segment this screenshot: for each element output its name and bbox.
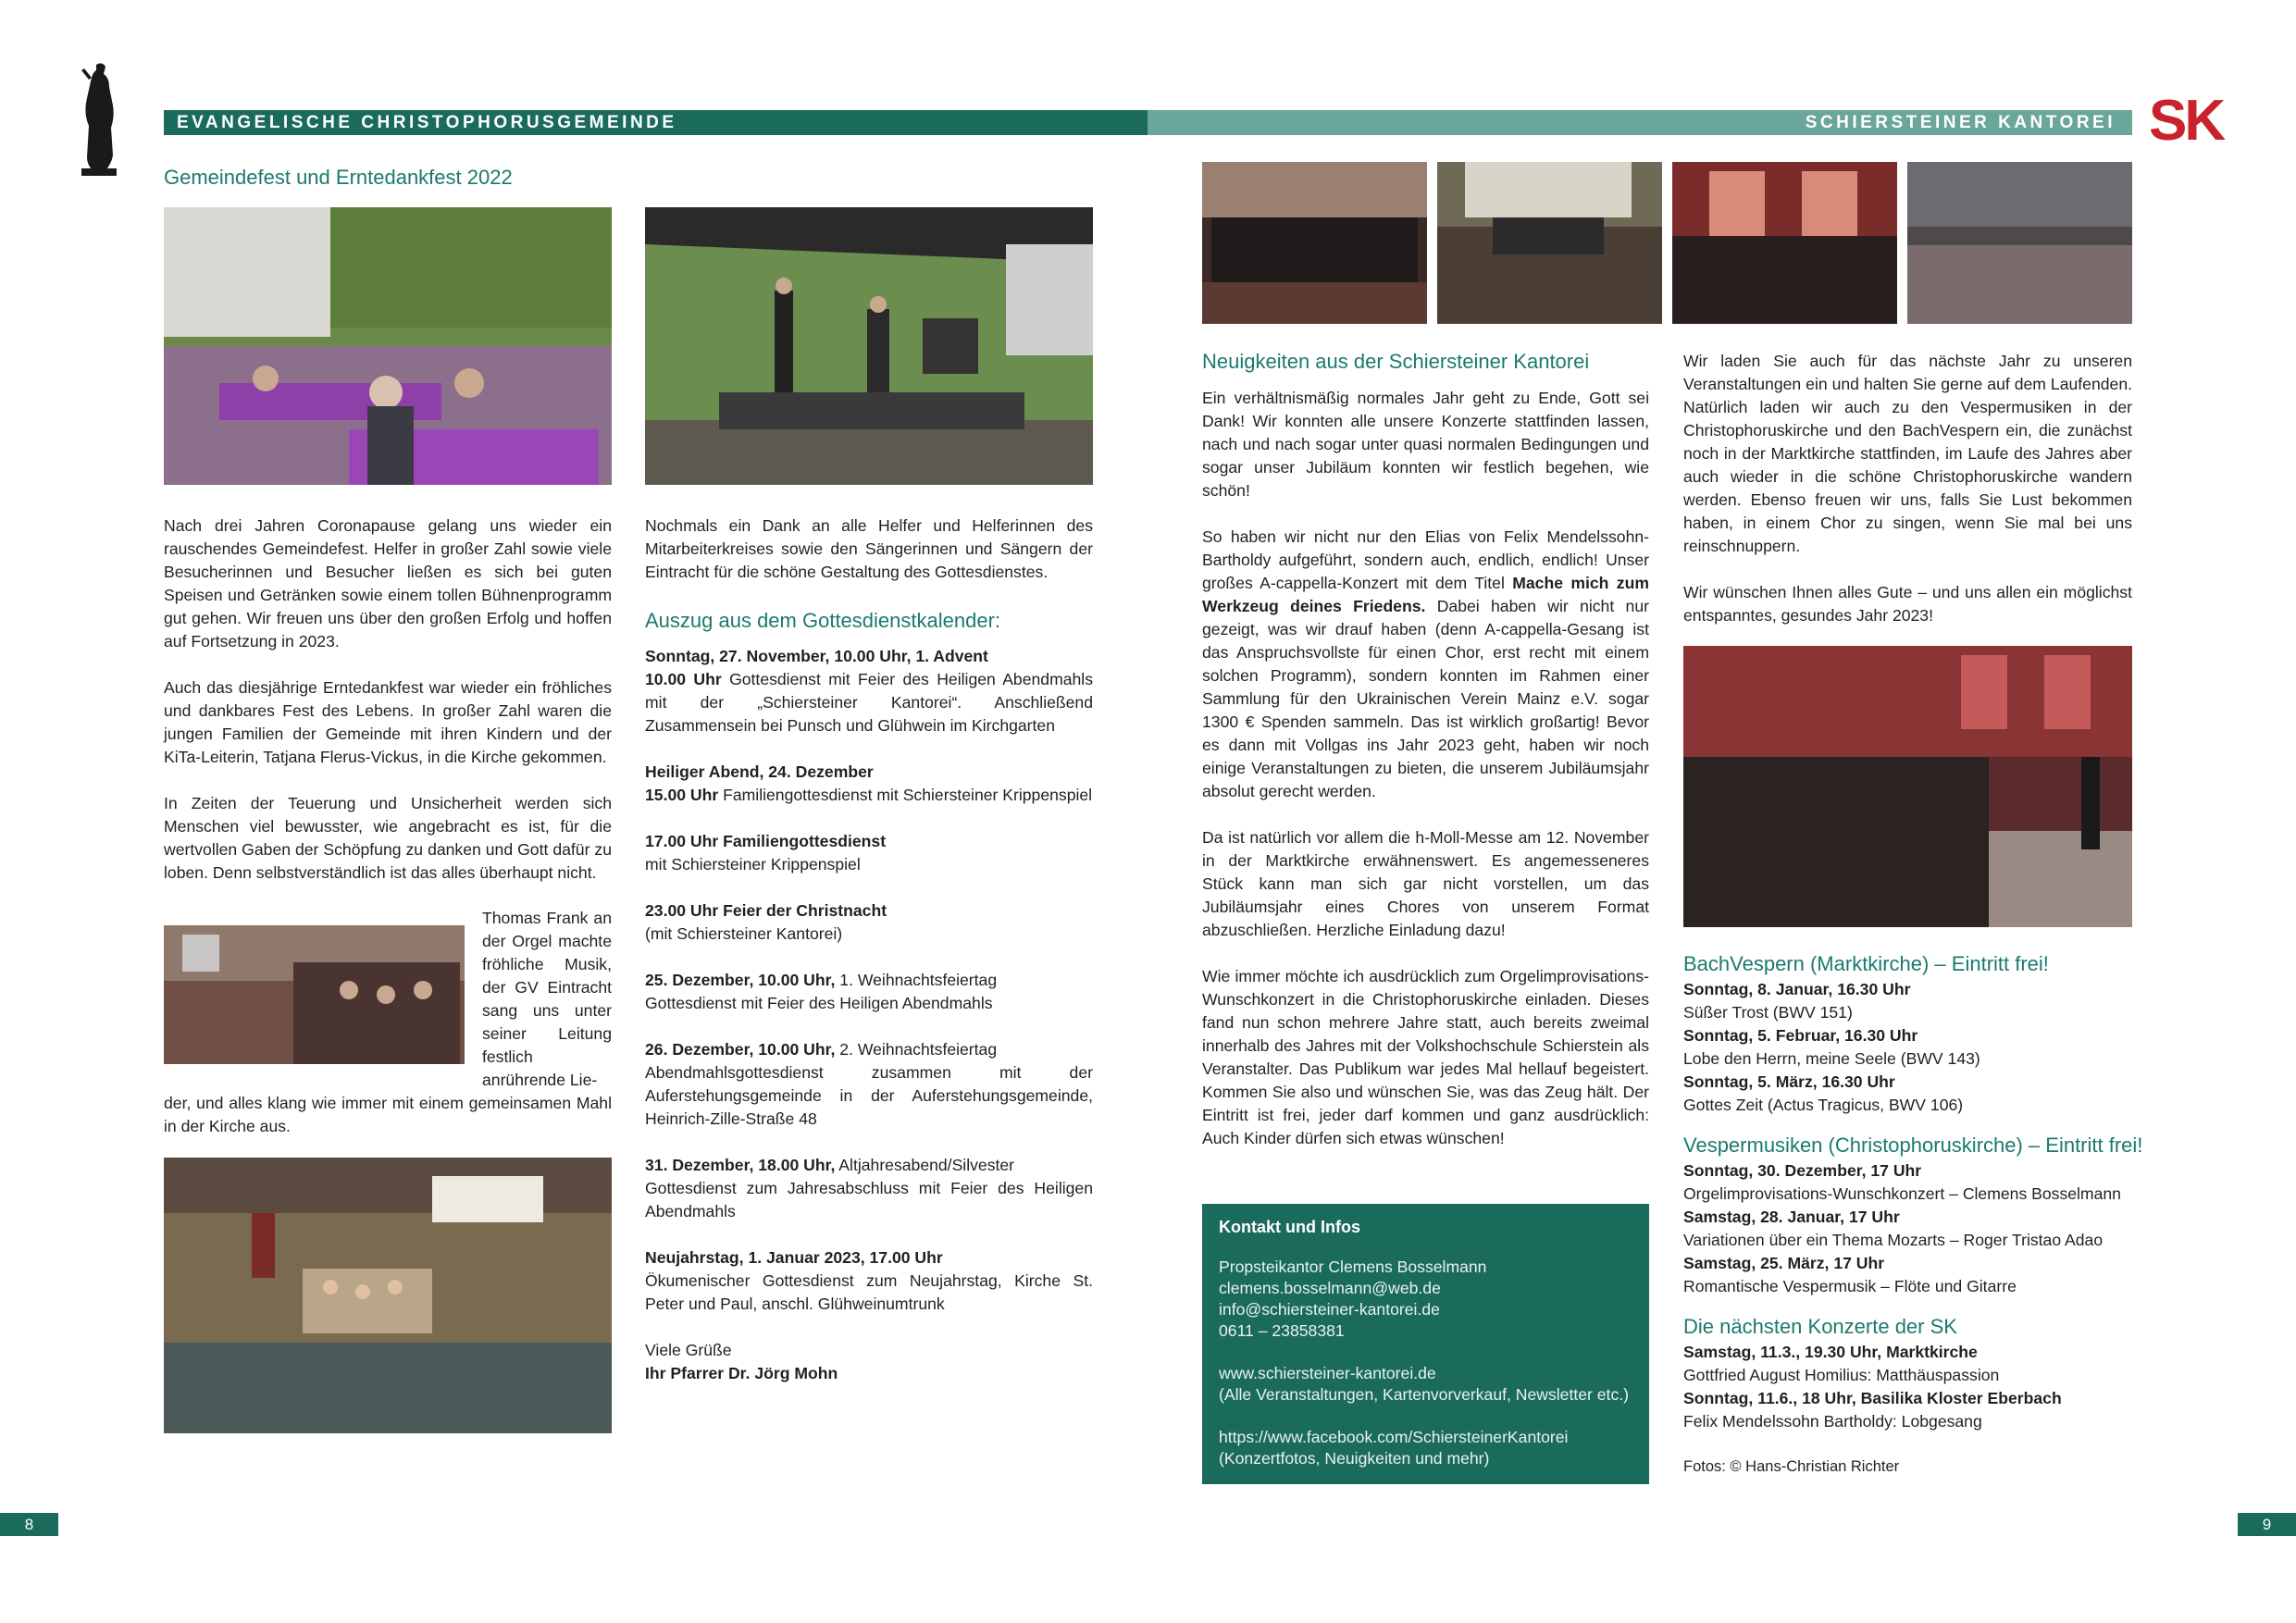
concert-section-heading: Die nächsten Konzerte der SK <box>1683 1315 1957 1338</box>
calendar-entry-date: 23.00 Uhr Feier der Christnacht <box>645 901 887 920</box>
calendar-entry-heading <box>645 1038 1093 1061</box>
calendar-entry-text: Gottesdienst mit Feier des Heiligen Abendmahls mit der „Schiersteiner Kantorei“. Anschließend Zusammensein bei Punsch und Glühwein im Kirchgarten <box>645 670 1093 735</box>
col2-heading: Auszug aus dem Gottesdienstkalender: <box>645 609 1001 632</box>
photo-band-stage <box>645 207 1093 485</box>
col3-paragraph: Wie immer möchte ich ausdrücklich zum Orgelimprovisations-Wunschkonzert in die Christophoruskirche einladen. Dieses fand nun schon mehrere Jahre statt, auch bereits zweimal innerhalb des Jahres mit der Volkshochschule Schierstein als Veranstalter. Das Publikum war jedes Mal hellauf begeistert. Kommen Sie also und wünschen Sie, was das Zeug hält. Der Eintritt ist frei, jeder darf kommen und ganz ausdrücklich: Auch Kinder dürfen sich etwas wünschen! <box>1202 967 1649 1147</box>
calendar-entry-detail <box>645 784 1093 807</box>
signature: Ihr Pfarrer Dr. Jörg Mohn <box>645 1364 838 1382</box>
photo-organ-church <box>164 925 465 1064</box>
concert-date: Sonntag, 8. Januar, 16.30 Uhr <box>1683 980 1911 998</box>
calendar-entry-heading <box>645 830 1093 853</box>
sk-logo-text: SK <box>2149 89 2224 153</box>
calendar-entry <box>645 899 1093 946</box>
col1-side-text: Thomas Frank an der Orgel machte fröhliche Musik, der GV Eintracht sang uns unter seiner Leitung festlich anrührende Lie- <box>482 909 612 1089</box>
calendar-entry <box>645 1038 1093 1131</box>
contact-group <box>1219 1427 1638 1469</box>
calendar-entry-date: Sonntag, 27. November, 10.00 Uhr, 1. Advent <box>645 647 988 665</box>
calendar-entry-detail <box>645 1177 1093 1223</box>
right-header-bar <box>1148 110 2132 135</box>
concert-date: Sonntag, 11.6., 18 Uhr, Basilika Kloster Eberbach <box>1683 1389 2062 1407</box>
col3-text <box>1202 348 1649 1173</box>
col3-paragraph-part: Dabei haben wir nicht nur gezeigt, was wir drauf haben (denn A-cappella-Gesang ist das Anspruchsvollste für einen Chor, erst recht mit einem solchen Programm), sondern konnten im Rahmen einer Sammlung für den Ukrainischen Verein Mainz e.V. sogar 1300 € Spenden sammeln. Das ist wirklich großartig! Bevor es dann mit Vollgas ins Jahr 2023 geht, haben wir noch einige Veranstaltungen zu bieten, die unserem Jubiläumsjahr absolut gerecht werden. <box>1202 597 1649 800</box>
col4-text <box>1683 350 2132 627</box>
col1-paragraph: Auch das diesjährige Erntedankfest war wieder ein fröhliches und dankbares Fest des Lebens. In großer Zahl waren die jungen Familien der Gemeinde mit ihren Kindern und der KiTa-Leiterin, Tatjana Flerus-Vickus, in die Kirche gekommen. <box>164 678 612 766</box>
col4-paragraph: Wir wünschen Ihnen alles Gute – und uns allen ein möglichst entspanntes, gesundes Jahr 2023! <box>1683 583 2132 625</box>
calendar-entry-heading <box>645 899 1093 923</box>
calendar-entry-occasion: 1. Weihnachtsfeiertag <box>835 971 998 989</box>
concert-description: Orgelimprovisations-Wunschkonzert – Clemens Bosselmann <box>1683 1184 2121 1203</box>
col2-paragraph: Nochmals ein Dank an alle Helfer und Helferinnen des Mitarbeiterkreises sowie den Sängerinnen und Sängern der Eintracht für die schöne Gestaltung des Gottesdienstes. <box>645 516 1093 581</box>
col1-text-end: der, und alles klang wie immer mit einem gemeinsamen Mahl in der Kirche aus. <box>164 1094 612 1135</box>
concert-date: Sonntag, 30. Dezember, 17 Uhr <box>1683 1161 1922 1180</box>
contact-line: info@schiersteiner-kantorei.de <box>1219 1300 1440 1319</box>
calendar-entry-text: mit Schiersteiner Krippenspiel <box>645 855 861 873</box>
page-number-right: 9 <box>2238 1513 2296 1536</box>
concert-description: Süßer Trost (BWV 151) <box>1683 1003 1853 1022</box>
calendar-entry-heading <box>645 969 1093 992</box>
contact-line: Propsteikantor Clemens Bosselmann <box>1219 1258 1487 1276</box>
calendar-entry-text: Ökumenischer Gottesdienst zum Neujahrstag, Kirche St. Peter und Paul, anschl. Glühweinumtrunk <box>645 1271 1093 1313</box>
calendar-entry <box>645 1246 1093 1316</box>
page-number-left: 8 <box>0 1513 58 1536</box>
col1-heading: Gemeindefest und Erntedankfest 2022 <box>164 166 513 189</box>
col1-text <box>164 514 612 885</box>
calendar-entry-time: 10.00 Uhr <box>645 670 722 688</box>
church-statue-logo <box>76 61 122 180</box>
calendar-entry-date: Heiliger Abend, 24. Dezember <box>645 762 874 781</box>
calendar-entry-text: Abendmahlsgottesdienst zusammen mit der Auferstehungsgemeinde in der Auferstehungsgemeinde, Heinrich-Zille-Straße 48 <box>645 1063 1093 1128</box>
calendar-entry-time: 15.00 Uhr <box>645 786 719 804</box>
col3-paragraph: Ein verhältnismäßig normales Jahr geht zu Ende, Gott sei Dank! Wir konnten alle unsere Konzerte stattfinden lassen, nach und nach sogar unter quasi normalen Bedingungen und sogar unser Jubiläum konnten wir festlich begehen, wie schön! <box>1202 389 1649 500</box>
calendar-entry <box>645 761 1093 807</box>
col2-text <box>645 514 1093 1385</box>
concert-date: Sonntag, 5. Februar, 16.30 Uhr <box>1683 1026 1918 1045</box>
calendar-entry-detail <box>645 668 1093 737</box>
col3-paragraph-part: So haben wir nicht nur den Elias von Felix Mendelssohn-Bartholdy aufgeführt, sondern auch, endlich, endlich! Unser großes A-cappella-Konzert mit dem Titel <box>1202 527 1649 592</box>
calendar-entry-date: 31. Dezember, 18.00 Uhr, <box>645 1156 836 1174</box>
calendar-entry-heading <box>645 1154 1093 1177</box>
photo-choir-4 <box>1907 162 2132 324</box>
photo-choir-2 <box>1437 162 1662 324</box>
photo-credit: Fotos: © Hans-Christian Richter <box>1683 1458 1900 1475</box>
photo-choir-concert <box>1683 646 2132 927</box>
right-header-title: SCHIERSTEINER KANTOREI <box>1805 113 2116 132</box>
sk-logo <box>2149 91 2241 152</box>
concert-description: Gottfried August Homilius: Matthäuspassion <box>1683 1366 2000 1384</box>
concert-date: Sonntag, 5. März, 16.30 Uhr <box>1683 1072 1895 1091</box>
photo-gemeindefest <box>164 207 612 485</box>
concert-description: Felix Mendelssohn Bartholdy: Lobgesang <box>1683 1412 1982 1431</box>
calendar-entry-detail <box>645 1061 1093 1131</box>
contact-line: clemens.bosselmann@web.de <box>1219 1279 1441 1297</box>
concert-description: Romantische Vespermusik – Flöte und Gitarre <box>1683 1277 2017 1295</box>
greeting: Viele Grüße <box>645 1341 732 1359</box>
contact-title: Kontakt und Infos <box>1219 1218 1360 1236</box>
calendar-entry-detail <box>645 992 1093 1015</box>
calendar-entry <box>645 830 1093 876</box>
calendar-entry-text: Gottesdienst mit Feier des Heiligen Abendmahls <box>645 994 993 1012</box>
col1-paragraph: Nach drei Jahren Coronapause gelang uns wieder ein rauschendes Gemeindefest. Helfer in großer Zahl sowie viele Besucherinnen und Besucher ließen es sich bei guten Speisen und Getränken sowie einem tollen Bühnenprogramm gut gehen. Wir freuen uns über den großen Erfolg und hoffen auf Fortsetzung in 2023. <box>164 516 612 650</box>
calendar-entry-date: 25. Dezember, 10.00 Uhr, <box>645 971 836 989</box>
calendar-entry <box>645 969 1093 1015</box>
calendar-entry-heading <box>645 1246 1093 1270</box>
calendar-entry-heading <box>645 761 1093 784</box>
contact-line: (Konzertfotos, Neuigkeiten und mehr) <box>1219 1449 1490 1468</box>
contact-line: www.schiersteiner-kantorei.de <box>1219 1364 1436 1382</box>
left-header-bar <box>164 110 1148 135</box>
concert-description: Gottes Zeit (Actus Tragicus, BWV 106) <box>1683 1096 1964 1114</box>
col3-heading: Neuigkeiten aus der Schiersteiner Kantorei <box>1202 350 1590 373</box>
calendar-entry-heading <box>645 645 1093 668</box>
photo-erntedank-church <box>164 1158 612 1433</box>
left-header-title: EVANGELISCHE CHRISTOPHORUSGEMEINDE <box>177 113 677 132</box>
calendar-entry-occasion: Altjahresabend/Silvester <box>835 1156 1015 1174</box>
concert-section-heading: BachVespern (Marktkirche) – Eintritt frei! <box>1683 952 2049 975</box>
calendar-entry-detail <box>645 1270 1093 1316</box>
calendar-entry-date: Neujahrstag, 1. Januar 2023, 17.00 Uhr <box>645 1248 943 1267</box>
concert-title: Mache mich zum Werkzeug deines Friedens. <box>1202 574 1649 615</box>
concert-description: Variationen über ein Thema Mozarts – Roger Tristao Adao <box>1683 1231 2104 1249</box>
col4-events <box>1683 950 2146 1479</box>
calendar-entry-date: 26. Dezember, 10.00 Uhr, <box>645 1040 836 1059</box>
col3-paragraph: Da ist natürlich vor allem die h-Moll-Messe am 12. November in der Marktkirche erwähnenswert. Es angemesseneres Stück kann man sich gar nicht vorstellen, um das Jubiläumsjahr eines Chores von unserem Format abzuschließen. Herzliche Einladung dazu! <box>1202 828 1649 939</box>
contact-box <box>1202 1204 1649 1484</box>
contact-line: https://www.facebook.com/SchiersteinerKantorei <box>1219 1428 1569 1446</box>
calendar-entry <box>645 645 1093 737</box>
concert-date: Samstag, 28. Januar, 17 Uhr <box>1683 1208 1900 1226</box>
calendar-entry-text: Familiengottesdienst mit Schiersteiner Krippenspiel <box>718 786 1093 804</box>
col1-paragraph: In Zeiten der Teuerung und Unsicherheit werden sich Menschen viel bewusster, wie angebracht es ist, für die wertvollen Gaben der Schöpfung zu danken und Gott dafür zu loben. Denn selbstverständlich ist das alles überhaupt nicht. <box>164 794 612 882</box>
service-calendar <box>645 645 1093 1316</box>
col4-paragraph: Wir laden Sie auch für das nächste Jahr zu unseren Veranstaltungen ein und halten Sie gerne auf dem Laufenden. Natürlich laden wir auch zu den Vespermusiken in der Christophoruskirche und den BachVespern ein, die zunächst noch in der Marktkirche stattfinden, im Laufe des Jahres aber auch wieder in die schöne Christophoruskirche wandern werden. Ebenso freuen wir uns, falls Sie Lust bekommen haben, in einem Chor zu singen, wenn Sie mal bei uns reinschnuppern. <box>1683 352 2132 555</box>
photo-choir-1 <box>1202 162 1427 324</box>
contact-group <box>1219 1363 1638 1406</box>
contact-line: (Alle Veranstaltungen, Kartenvorverkauf, Newsletter etc.) <box>1219 1385 1629 1404</box>
calendar-entry-text: Gottesdienst zum Jahresabschluss mit Feier des Heiligen Abendmahls <box>645 1179 1093 1220</box>
calendar-entry-date: 17.00 Uhr Familiengottesdienst <box>645 832 887 850</box>
calendar-entry-detail <box>645 853 1093 876</box>
col3-paragraph <box>1202 526 1649 803</box>
concert-date: Samstag, 25. März, 17 Uhr <box>1683 1254 1885 1272</box>
calendar-entry-occasion: 2. Weihnachtsfeiertag <box>835 1040 998 1059</box>
calendar-entry-text: (mit Schiersteiner Kantorei) <box>645 924 843 943</box>
calendar-entry <box>645 1154 1093 1223</box>
photo-choir-3 <box>1672 162 1897 324</box>
contact-body <box>1219 1257 1638 1469</box>
concert-date: Samstag, 11.3., 19.30 Uhr, Marktkirche <box>1683 1343 1978 1361</box>
contact-line: 0611 – 23858381 <box>1219 1321 1345 1340</box>
concert-description: Lobe den Herrn, meine Seele (BWV 143) <box>1683 1049 1980 1068</box>
concert-section-heading: Vespermusiken (Christophoruskirche) – Eintritt frei! <box>1683 1134 2143 1157</box>
contact-group <box>1219 1257 1638 1342</box>
calendar-entry-detail <box>645 923 1093 946</box>
